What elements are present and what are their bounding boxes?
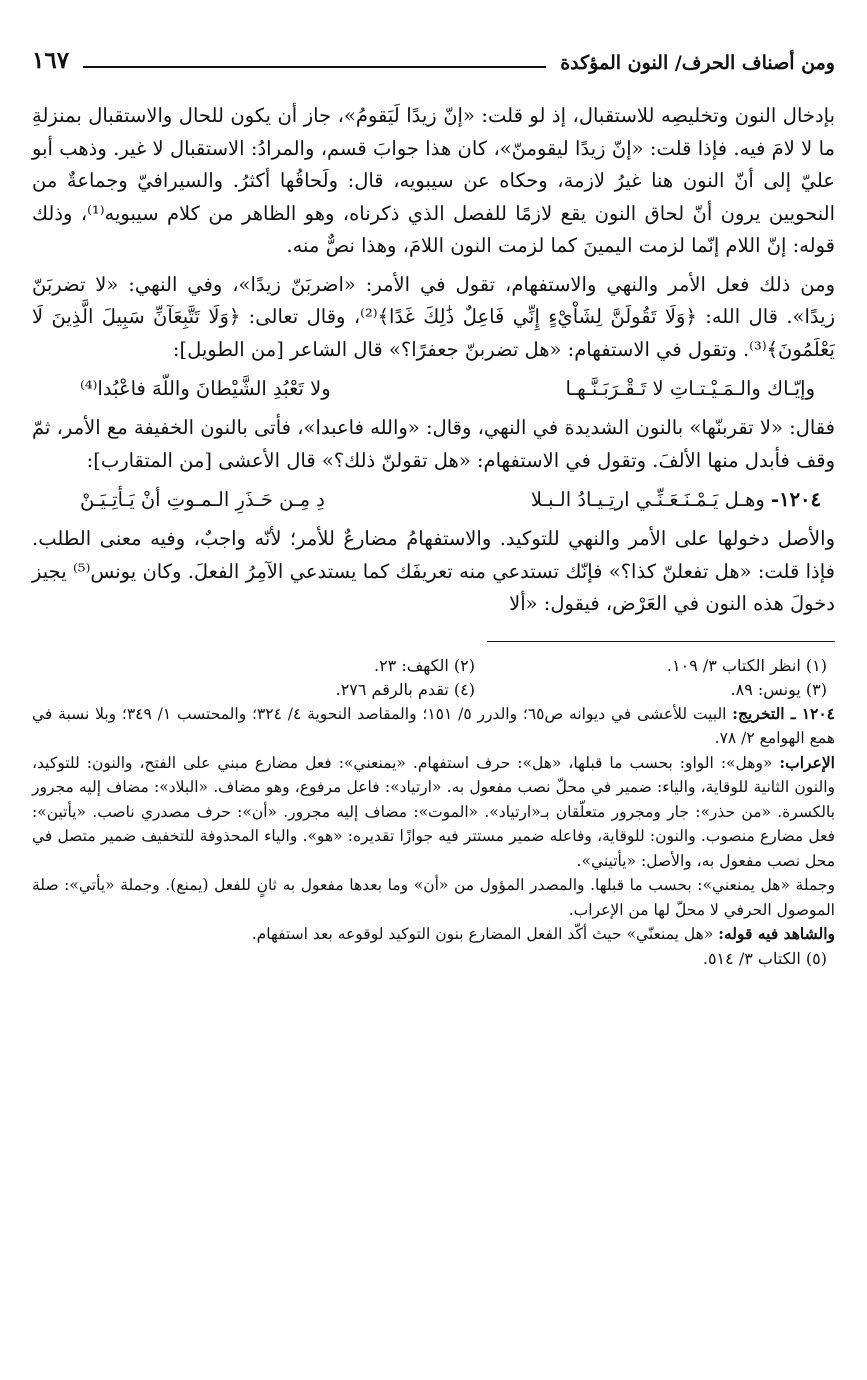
irab-label: الإعراب: bbox=[779, 752, 835, 772]
verse-number: ١٢٠٤- bbox=[771, 488, 821, 511]
footnote-short-refs bbox=[32, 654, 835, 702]
shahid-note bbox=[32, 922, 835, 947]
verse-2-first-hemistich: وهـل يَـمْـنَـعَـنِّـي ارتِـيـادُ الـبـلا bbox=[530, 488, 765, 511]
shahid-label: والشاهد فيه قوله: bbox=[718, 924, 835, 943]
footnote-1: (١) انظر الكتاب ٣/ ١٠٩. bbox=[666, 655, 827, 675]
footnote-5: (٥) الكتاب ٣/ ٥١٤. bbox=[702, 948, 827, 968]
paragraph-2: ومن ذلك فعل الأمر والنهي والاستفهام، تقول في الأمر: «اضربَنّ زيدًا»، وفي النهي: «لا تضربَنّ زيدًا». قال الله: ﴿وَلَا تَقُولَنَّ لِشَاْيْءٍ إِنِّي فَاعِلٌ ذَٰلِكَ غَدًا﴾⁽²⁾، وقال تعالى: ﴿وَلَا تَتَّبِعَآنِّ سَبِيلَ الَّذِينَ لَا يَعْلَمُونَ﴾⁽³⁾. وتقول في الاستفهام: «هل تضربنّ جعفرًا؟» قال الشاعر [من الطويل]: bbox=[32, 272, 835, 361]
paragraph-4: والأصل دخولها على الأمر والنهي للتوكيد. والاستفهامُ مضارعٌ للأمر؛ لأنّه واجبٌ، وفيه معنى الطلب. فإذا قلت: «هل تفعلنّ كذا؟» فإنّك تستدعي منه تعريفَك كما يستدعي الآمِرُ الفعلَ. وكان يونس⁽⁵⁾ يجيز دخولَ هذه النون في العَرْض، فيقول: «ألا bbox=[32, 527, 835, 615]
verse-2-first-part bbox=[531, 483, 821, 517]
page-header bbox=[32, 44, 835, 74]
footnote-4: (٤) تقدم بالرقم ٢٧٦. bbox=[335, 679, 475, 699]
paragraph-1: بإدخال النون وتخليصِه للاستقبال، إذ لو قلت: «إنّ زيدًا لَيَقومُ»، جاز أن يكون للحال والاستقبال بمنزلةِ ما لا لامَ فيه. فإذا قلت: «إنّ زيدًا ليقومنّ»، كان هذا جوابَ قسم، والمرادُ: الاستقبال لا غير. وذهب أبو عليّ إلى أنّ النون هنا غيرُ لازمة، وحكاه عن سيبويه، قال: ولَحاقُها أكثرُ. والسيرافيّ وجماعةٌ من النحويين يرون أنّ لحاق النون يقع لازمًا للفصل الذي ذكرناه، وهو الظاهر من كلام سيبويه⁽¹⁾، وذلك قوله: إنّ اللام إنّما لزمت اليمينَ كما لزمت النون اللامَ، وهذا نصٌّ منه. bbox=[32, 104, 835, 257]
verse-line-2 bbox=[80, 483, 821, 517]
verse-notes bbox=[32, 702, 835, 972]
verse-1-second-hemistich: ولا تَعْبُدِ الشَّيْطانَ واللّهَ فاعْبُدا⁽⁴⁾ bbox=[80, 377, 331, 400]
takhrij-text: البيت للأعشى في ديوانه ص٦٥؛ والدرر ٥/ ١٥١؛ والمقاصد النحوية ٤/ ٣٢٤؛ والمحتسب ١/ ٣٤٩؛ وبلا نسبة في همع الهوامع ٢/ ٧٨. bbox=[32, 704, 835, 747]
running-title: ومن أصناف الحرف/ النون المؤكدة bbox=[560, 52, 835, 74]
verse-1-first-hemistich: وإيّـاك والـمَـيْـتـاتِ لا تَـقْـرَبَـنَّـهـا bbox=[565, 377, 815, 400]
takhrij-note bbox=[32, 702, 835, 751]
jumla-note: وجملة «هل يمنعني»: بحسب ما قبلها. والمصدر المؤول من «أن» وما بعدها مفعول به ثانٍ للفعل (يمنع). وجملة «يأتي»: صلة الموصول الحرفي لا محلّ لها من الإعراب. bbox=[32, 876, 835, 919]
footnote-2: (٢) الكهف: ٢٣. bbox=[373, 655, 475, 675]
verse-line-1 bbox=[80, 372, 815, 406]
page-number: ١٦٧ bbox=[32, 47, 70, 74]
irab-note bbox=[32, 751, 835, 874]
shahid-text: «هل يمنعنّي» حيث أكّد الفعل المضارع بنون التوكيد لوقوعه بعد استفهام. bbox=[251, 925, 714, 943]
header-rule bbox=[83, 66, 546, 68]
takhrij-label: ١٢٠٤ ـ التخريج: bbox=[732, 703, 836, 723]
irab-text: «وهل»: الواو: بحسب ما قبلها، «هل»: حرف استفهام. «يمنعني»: فعل مضارع مبني على الفتح، والنون: للتوكيد، والنون الثانية للوقاية، والياء: ضمير في محلّ نصب مفعول به. «ارتياد»: فاعل مرفوع، وهو مضاف. «البلاد»: مضاف إليه مجرور بالكسرة. «من حذر»: جار ومجرور متعلّقان بـ«ارتياد». «الموت»: مضاف إليه مجرور. «أن»: حرف مصدري ناصب. «يأتين»: فعل مضارع منصوب. والنون: للوقاية، وفاعله ضمير مستتر فيه جوازًا تقديره: «هو». والياء المحذوفة للتخفيف ضمير متصل في محل نصب مفعول به، والأصل: «يأتيني». bbox=[32, 753, 835, 870]
verse-2-second-hemistich: دِ مِـن حَـذَرِ الـمـوتِ أنْ يَـأتِـيَـنْ bbox=[80, 488, 325, 511]
footnote-3: (٣) يونس: ٨٩. bbox=[730, 679, 827, 699]
main-text bbox=[32, 100, 835, 621]
paragraph-3: فقال: «لا تقربنّها» بالنون الشديدة في النهي، وقال: «والله فاعبدا»، فأتى بالنون الخفيفة مع الأمر، ثمّ وقف فأبدل منها الألفَ. وتقول في الاستفهام: «هل تقولنّ ذلك؟» قال الأعشى [من المتقارب]: bbox=[32, 416, 835, 472]
footnote-divider bbox=[487, 641, 835, 642]
